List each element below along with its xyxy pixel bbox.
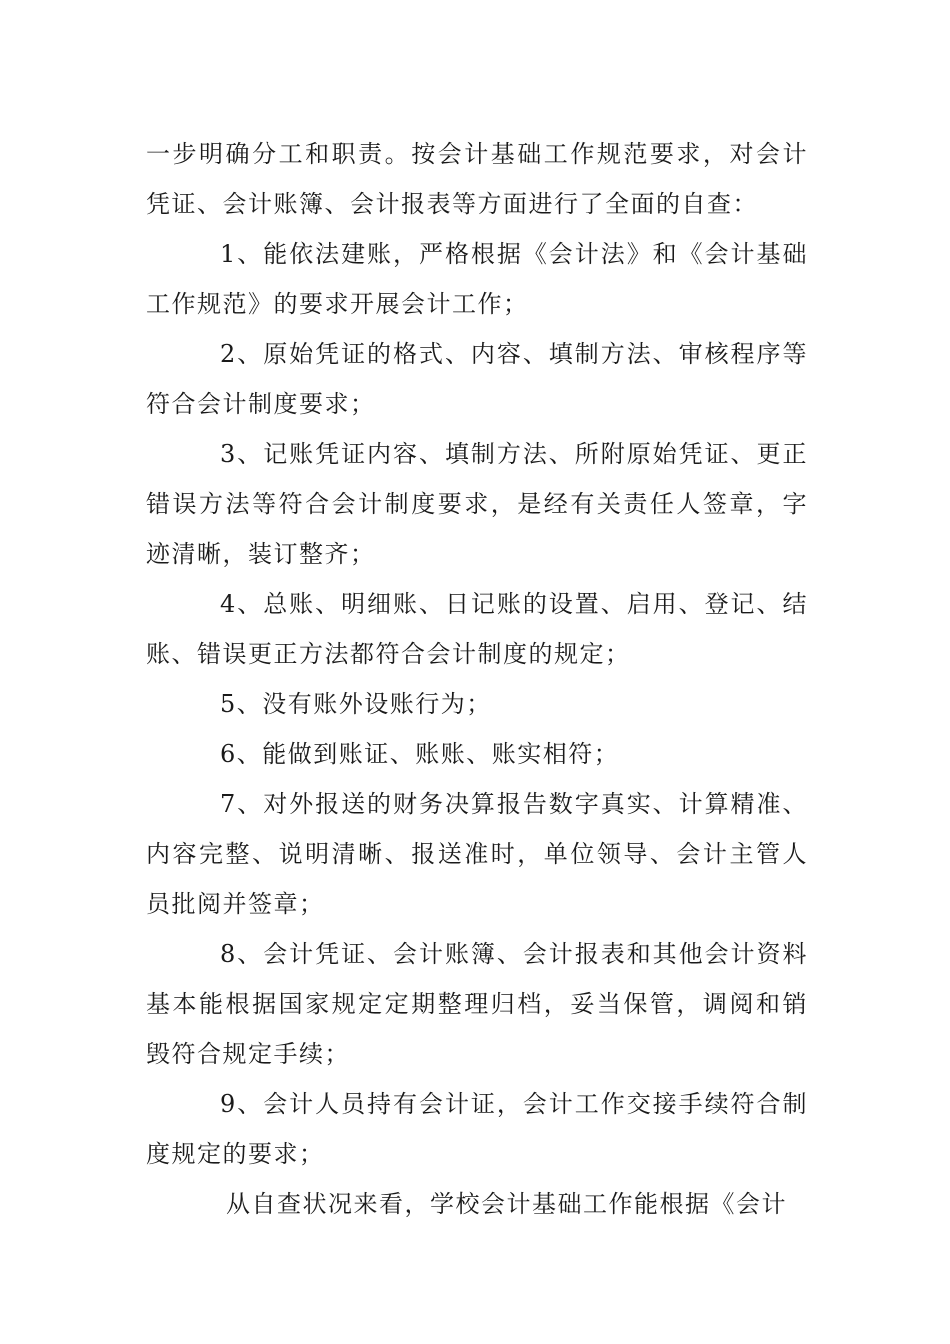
paragraph-item-5: 5、没有账外设账行为； [220,690,492,718]
paragraph-item-4: 4、总账、明细账、日记账的设置、启用、登记、结账、错误更正方法都符合会计制度的规定； [146,590,808,668]
paragraph-item-1: 1、能依法建账，严格根据《会计法》和《会计基础工作规范》的要求开展会计工作； [146,240,808,318]
paragraph-item-8: 8、会计凭证、会计账簿、会计报表和其他会计资料基本能根据国家规定定期整理归档，妥当保管，调阅和销毁符合规定手续； [146,940,808,1068]
paragraph-item-2: 2、原始凭证的格式、内容、填制方法、审核程序等符合会计制度要求； [146,340,808,418]
paragraph-item-7: 7、对外报送的财务决算报告数字真实、计算精准、内容完整、说明清晰、报送准时，单位领导、会计主管人员批阅并签章； [146,790,808,918]
document-body [146,129,808,1229]
paragraph-item-6: 6、能做到账证、账账、账实相符； [220,740,620,768]
paragraph-item-3: 3、记账凭证内容、填制方法、所附原始凭证、更正错误方法等符合会计制度要求，是经有关责任人签章，字迹清晰，装订整齐； [146,440,808,568]
paragraph-item-9: 9、会计人员持有会计证，会计工作交接手续符合制度规定的要求； [146,1090,808,1168]
paragraph-intro: 一步明确分工和职责。按会计基础工作规范要求，对会计凭证、会计账簿、会计报表等方面进行了全面的自查： [146,140,808,218]
paragraph-conclusion: 从自查状况来看，学校会计基础工作能根据《会计 [226,1190,787,1218]
